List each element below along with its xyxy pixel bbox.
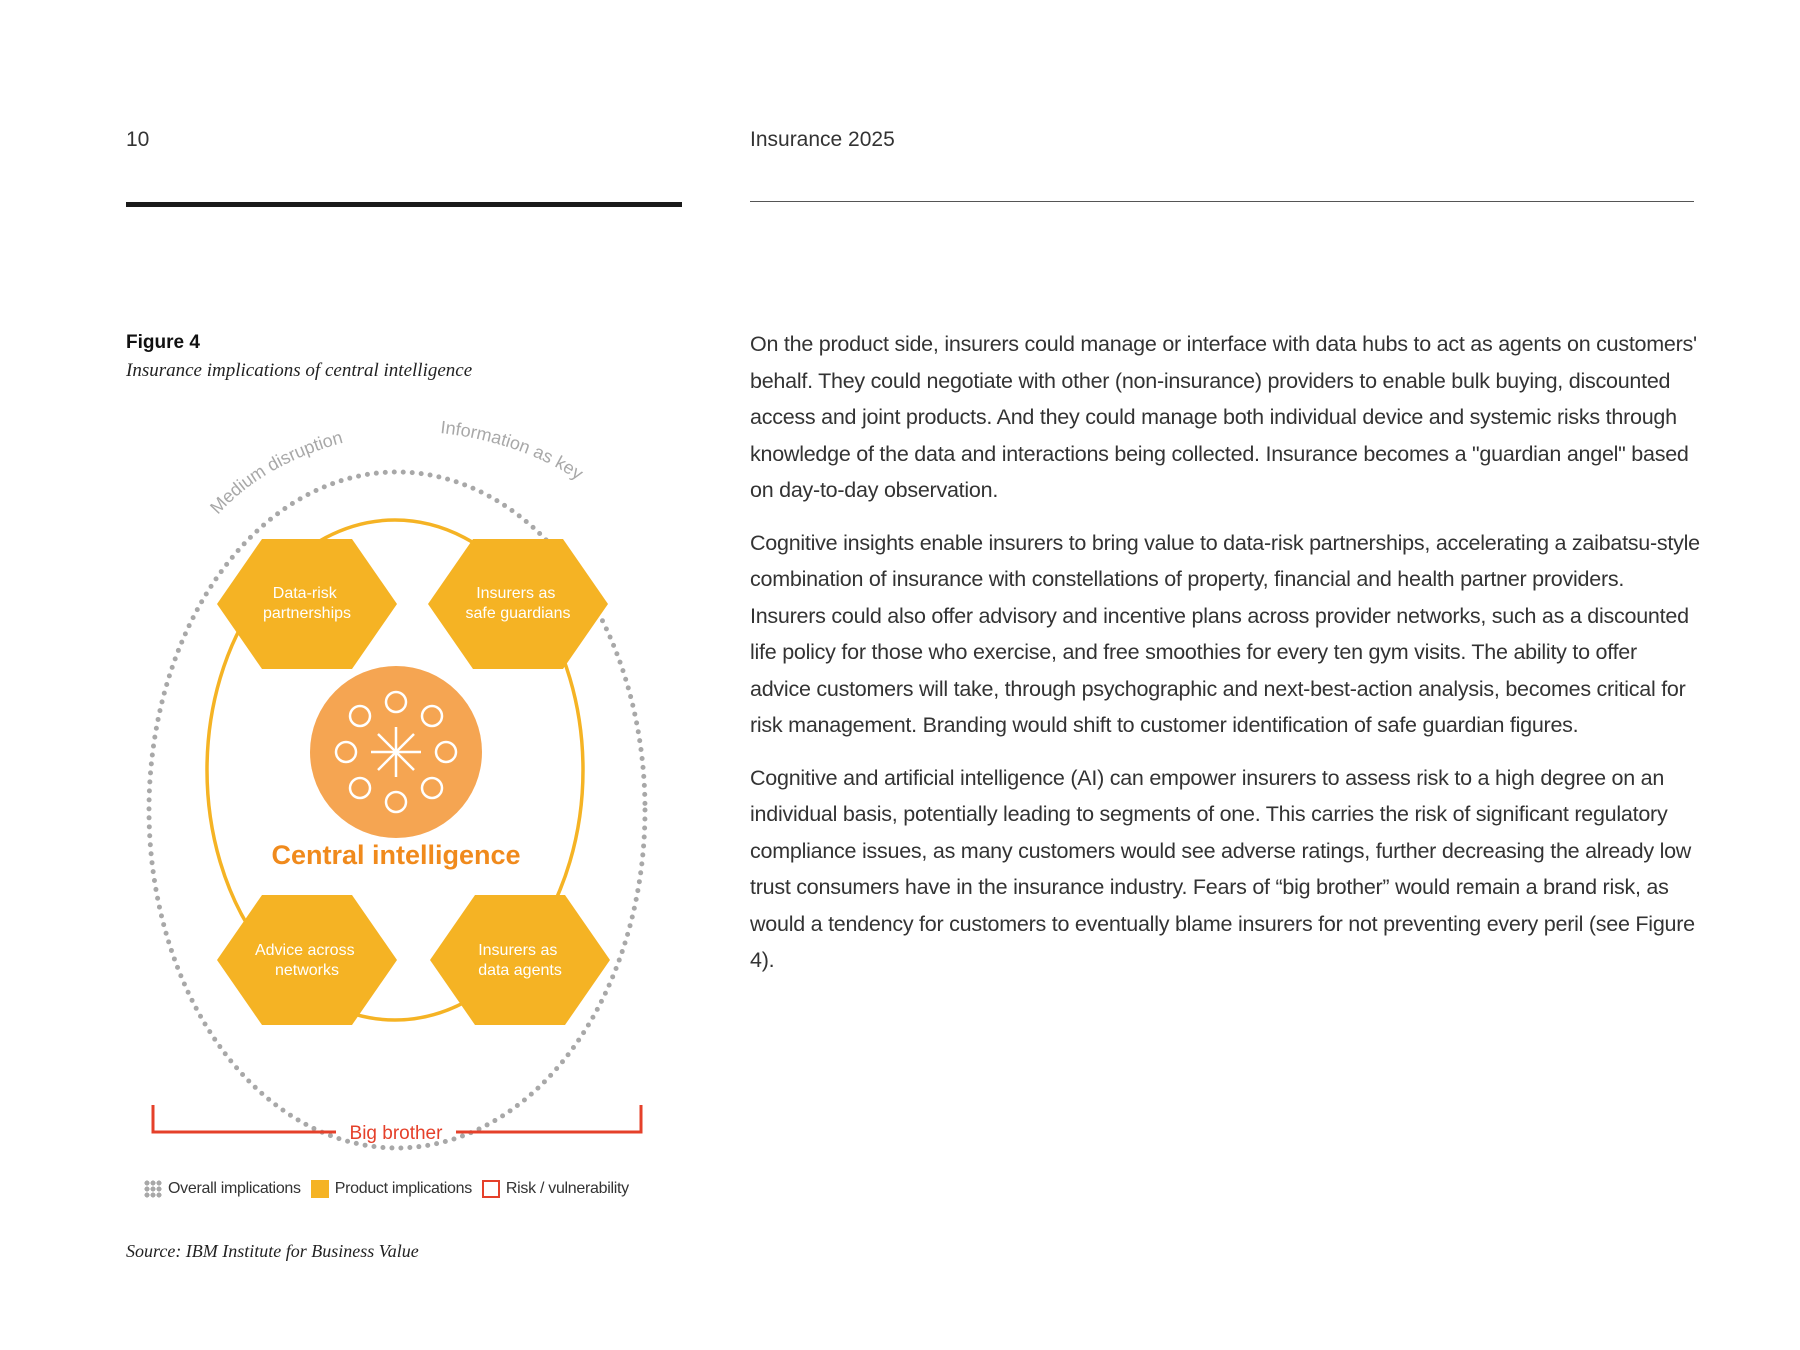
legend-overall-label: Overall implications	[168, 1180, 301, 1197]
legend-product	[311, 1180, 472, 1198]
hex-label-safe-guardians: Insurers as safe guardians	[465, 585, 571, 622]
paragraph-2: Cognitive insights enable insurers to bring value to data-risk partnerships, accelerating a zaibatsu-style combination of insurance with constellations of property, financial and health partner providers. Insurers could also offer advisory and incentive plans across provider networks, such as a discounted life policy for those who exercise, and free smoothies for every ten gym visits. The ability to offer advice customers will take, through psychographic and next-best-action analysis, becomes critical for risk management. Branding would shift to customer identification of safe guardian figures.	[750, 530, 1700, 737]
paragraph-3: Cognitive and artificial intelligence (AI) can empower insurers to assess risk to a high degree on an individual basis, potentially leading to segments of one. This carries the risk of significant regulatory compliance issues, as many customers would see adverse ratings, further decreasing the already low trust consumers have in the insurance industry. Fears of “big brother” would remain a brand risk, as would a tendency for customers to eventually blame insurers for not preventing every peril (see Figure 4).	[750, 765, 1695, 972]
legend-overall	[144, 1180, 301, 1198]
header-rule-left	[126, 202, 682, 207]
header-rule-right	[750, 201, 1694, 202]
figure-label: Figure 4	[126, 332, 200, 353]
legend-risk	[482, 1180, 629, 1198]
figure-caption: Insurance implications of central intelligence	[126, 360, 473, 381]
central-intelligence-diagram	[120, 400, 680, 1200]
red-outline-swatch-icon	[482, 1180, 500, 1198]
arc-label-information-as-key: Information as key	[439, 417, 587, 484]
hex-label-advice: Advice across networks	[254, 942, 355, 979]
hex-label-data-risk: Data-risk partnerships	[262, 585, 352, 622]
figure-source: Source: IBM Institute for Business Value	[126, 1241, 419, 1261]
hexagon-data-risk-partnerships	[217, 539, 397, 669]
figure-legend	[144, 1180, 639, 1198]
document-title: Insurance 2025	[750, 128, 895, 151]
dotted-swatch-icon	[144, 1180, 162, 1198]
body-text	[750, 326, 1700, 995]
hexagon-advice-across-networks	[217, 895, 397, 1025]
hexagon-insurers-safe-guardians	[428, 539, 608, 669]
legend-product-label: Product implications	[334, 1180, 472, 1197]
page-number: 10	[126, 128, 150, 151]
yellow-swatch-icon	[311, 1180, 329, 1198]
central-intelligence-title: Central intelligence	[271, 840, 521, 870]
paragraph-1: On the product side, insurers could manage or interface with data hubs to act as agents on customers' behalf. They could negotiate with other (non-insurance) providers to enable bulk buying, discounted access and joint products. And they could manage both individual device and systemic risks through knowledge of the data and interactions being collected. Insurance becomes a "guardian angel" based on day-to-day observation.	[750, 332, 1697, 502]
big-brother-label: Big brother	[349, 1123, 443, 1144]
hex-label-data-agents: Insurers as data agents	[478, 942, 562, 979]
arc-label-medium-disruption: Medium disruption	[206, 427, 345, 518]
legend-risk-label: Risk / vulnerability	[505, 1180, 629, 1197]
